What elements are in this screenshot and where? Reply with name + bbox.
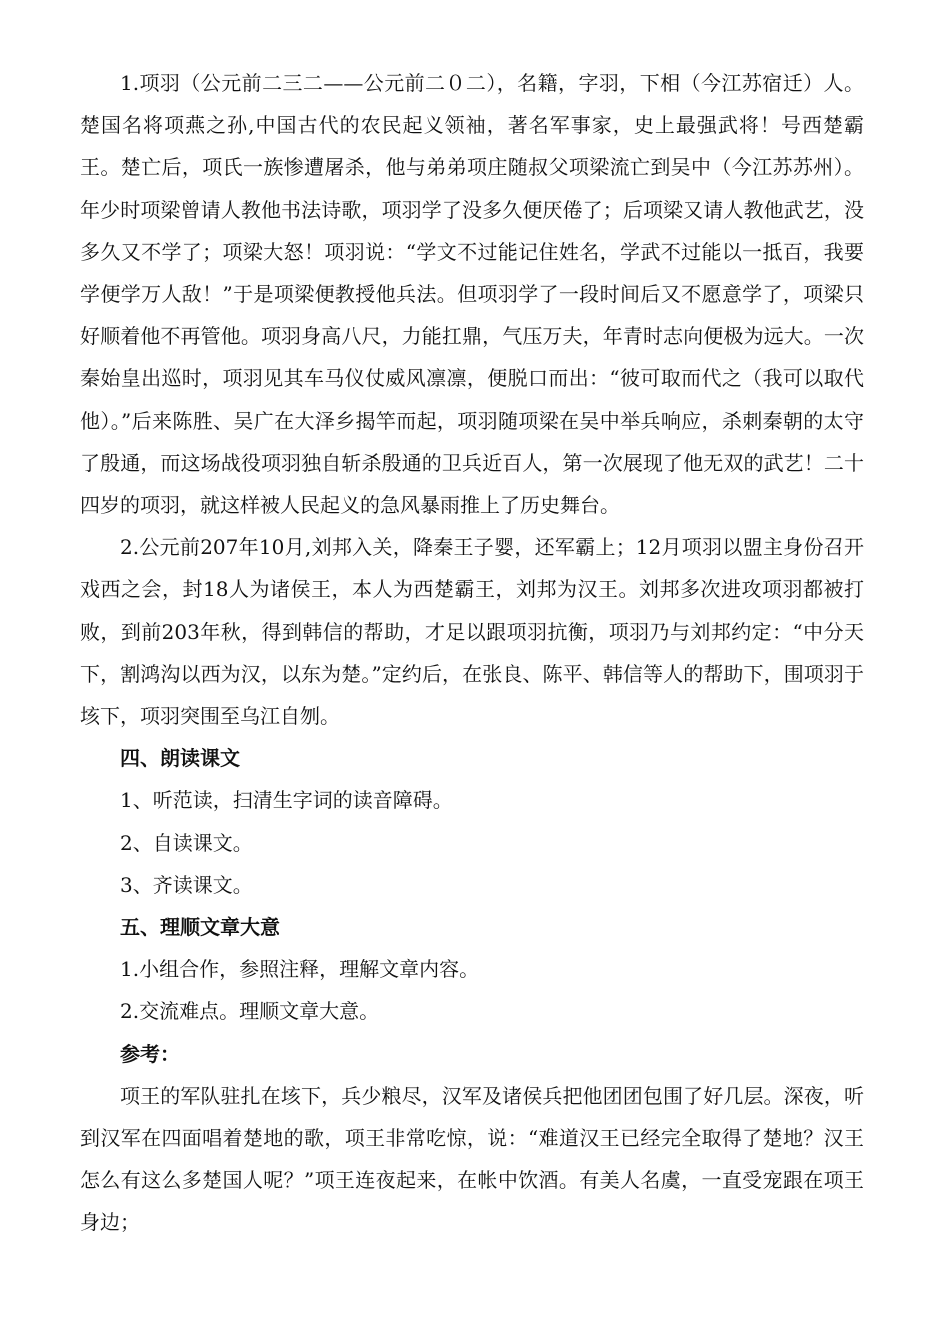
section-5-item: 2.交流难点。理顺文章大意。	[120, 999, 380, 1024]
section-4-item: 3、齐读课文。	[120, 872, 253, 897]
section-4-heading: 四、朗读课文	[120, 746, 240, 771]
section-4-item: 2、自读课文。	[120, 830, 253, 855]
bio-paragraph-1: 1.项羽（公元前二三二——公元前二０二），名籍，字羽，下相（今江苏宿迁）人。楚国名将项燕之孙,中国古代的农民起义领袖，著名军事家，史上最强武将！号西楚霸王。楚亡后，项氏一族惨遭屠杀，他与弟弟项庄随叔父项梁流亡到吴中（今江苏苏州）。年少时项梁曾请人教他书法诗歌，项羽学了没多久便厌倦了；后项梁又请人教他武艺，没多久又不学了；项梁大怒！项羽说：“学文不过能记住姓名，学武不过能以一抵百，我要学便学万人敌！”于是项梁便教授他兵法。但项羽学了一段时间后又不愿意学了，项梁只好顺着他不再管他。项羽身高八尺，力能扛鼎，气压万夫，年青时志向便极为远大。一次秦始皇出巡时，项羽见其车马仪仗威风凛凛，便脱口而出：“彼可取而代之（我可以取代他）。”后来陈胜、吴广在大泽乡揭竿而起，项羽随项梁在吴中举兵响应，杀刺秦朝的太守了殷通，而这场战役项羽独自斩杀殷通的卫兵近百人，第一次展现了他无双的武艺！二十四岁的项羽，就这样被人民起义的急风暴雨推上了历史舞台。	[80, 71, 864, 518]
bio-paragraph-2: 2.公元前207年10月,刘邦入关，降秦王子婴，还军霸上；12月项羽以盟主身份召开戏西之会，封18人为诸侯王，本人为西楚霸王，刘邦为汉王。刘邦多次进攻项羽都被打败，到前203年秋，得到韩信的帮助，才足以跟项羽抗衡，项羽乃与刘邦约定：“中分天下，割鸿沟以西为汉，以东为楚。”定约后，在张良、陈平、韩信等人的帮助下，围项羽于垓下，项羽突围至乌江自刎。	[80, 535, 864, 729]
section-4-item: 1、听范读，扫清生字词的读音障碍。	[120, 788, 453, 813]
section-5-item: 1.小组合作，参照注释，理解文章内容。	[120, 957, 480, 982]
section-5-heading: 五、理顺文章大意	[120, 915, 280, 940]
reference-label: 参考：	[120, 1041, 180, 1066]
reference-paragraph: 项王的军队驻扎在垓下，兵少粮尽，汉军及诸侯兵把他团团包围了好几层。深夜，听到汉军在四面唱着楚地的歌，项王非常吃惊，说：“难道汉王已经完全取得了楚地？汉王怎么有这么多楚国人呢？”项王连夜起来，在帐中饮酒。有美人名虞，一直受宠跟在项王身边；	[80, 1083, 864, 1235]
